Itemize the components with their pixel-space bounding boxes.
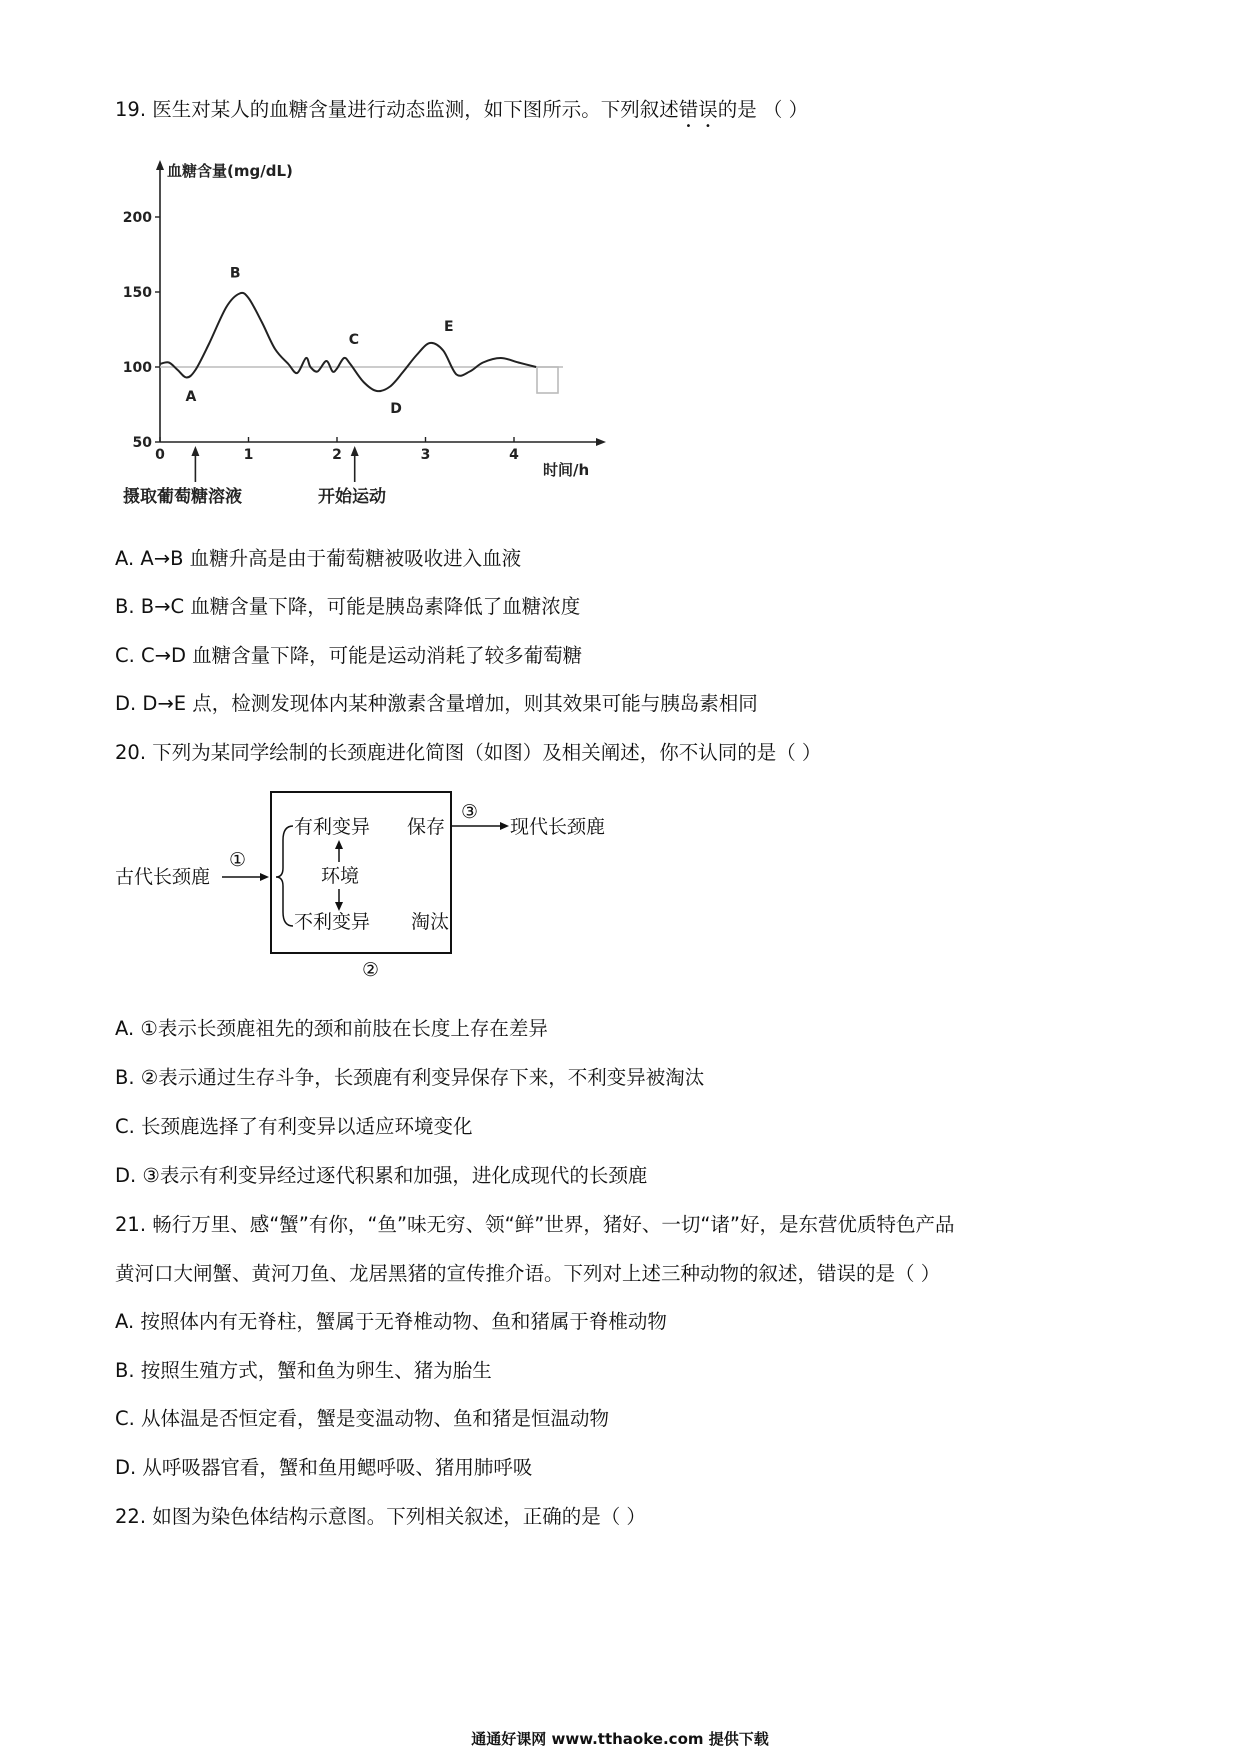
footer-source: 通通好课网 www.tthaoke.com 提供下载 (471, 1730, 769, 1748)
eliminate-label: 淘汰 (411, 911, 450, 933)
mark-3: ③ (461, 801, 479, 823)
event-arrowhead (351, 446, 359, 456)
glucose-curve (160, 293, 536, 391)
q19-stem: 19. 医生对某人的血糖含量进行动态监测，如下图所示。下列叙述错误的是 （ ） (115, 98, 809, 121)
event-annotation: 摄取葡萄糖溶液 (123, 487, 242, 507)
giraffe-evolution-diagram (115, 792, 605, 981)
y-tick-label: 100 (122, 360, 152, 376)
unfavorable-variation-label: 不利变异 (294, 911, 371, 933)
x-tick-label: 1 (243, 447, 254, 463)
arrow-1-head (260, 873, 269, 881)
q21-stem-line1: 21. 畅行万里、感“蟹”有你，“鱼”味无穷、领“鲜”世界，猪好、一切“诸”好，是东营优质特色产品 (115, 1213, 955, 1236)
point-label-d: D (390, 401, 402, 417)
q21-option-a: A. 按照体内有无脊柱，蟹属于无脊椎动物、鱼和猪属于脊椎动物 (115, 1310, 667, 1333)
preserve-label: 保存 (407, 816, 446, 838)
event-annotation: 开始运动 (318, 487, 386, 507)
point-label-e: E (443, 319, 454, 335)
x-tick-label: 4 (509, 447, 519, 463)
modern-giraffe-label: 现代长颈鹿 (510, 816, 606, 838)
ancient-giraffe-label: 古代长颈鹿 (115, 866, 211, 888)
favorable-variation-label: 有利变异 (294, 816, 371, 838)
brace (276, 826, 293, 926)
point-label-c: C (348, 332, 359, 348)
arrow-3-head (500, 822, 509, 830)
q21-option-b: B. 按照生殖方式，蟹和鱼为卵生、猪为胎生 (115, 1359, 492, 1382)
x-axis-arrowhead (596, 438, 606, 446)
q19-option-c: C. C→D 血糖含量下降，可能是运动消耗了较多葡萄糖 (115, 644, 583, 667)
x-tick-label: 2 (332, 447, 342, 463)
q21-stem-line2: 黄河口大闸蟹、黄河刀鱼、龙居黑猪的宣传推介语。下列对上述三种动物的叙述，错误的是（ ） (115, 1262, 941, 1285)
mark-1: ① (229, 849, 247, 871)
q19-option-d: D. D→E 点，检测发现体内某种激素含量增加，则其效果可能与胰岛素相同 (115, 692, 758, 715)
env-up-arrow (335, 840, 343, 849)
y-axis-arrowhead (156, 160, 164, 170)
y-axis-label: 血糖含量(mg/dL) (167, 162, 293, 180)
q21-option-d: D. 从呼吸器官看，蟹和鱼用鳃呼吸、猪用肺呼吸 (115, 1456, 533, 1479)
y-tick-label: 200 (122, 210, 152, 226)
y-tick-label: 50 (132, 435, 152, 451)
q20-option-d: D. ③表示有利变异经过逐代积累和加强，进化成现代的长颈鹿 (115, 1164, 648, 1187)
x-axis-label: 时间/h (543, 461, 590, 479)
q19-option-a: A. A→B 血糖升高是由于葡萄糖被吸收进入血液 (115, 547, 522, 570)
q20-option-c: C. 长颈鹿选择了有利变异以适应环境变化 (115, 1115, 473, 1138)
q20-option-a: A. ①表示长颈鹿祖先的颈和前肢在长度上存在差异 (115, 1017, 548, 1040)
environment-label: 环境 (321, 865, 360, 887)
q21-option-c: C. 从体温是否恒定看，蟹是变温动物、鱼和猪是恒温动物 (115, 1407, 610, 1430)
mark-2: ② (362, 959, 380, 981)
q20-option-b: B. ②表示通过生存斗争，长颈鹿有利变异保存下来，不利变异被淘汰 (115, 1066, 705, 1089)
x-tick-label: 3 (420, 447, 431, 463)
event-arrowhead (191, 446, 199, 456)
q22-stem: 22. 如图为染色体结构示意图。下列相关叙述，正确的是（ ） (115, 1505, 646, 1528)
q20-stem: 20. 下列为某同学绘制的长颈鹿进化简图（如图）及相关阐述，你不认同的是（ ） (115, 741, 822, 764)
point-label-a: A (185, 389, 197, 405)
y-tick-label: 150 (122, 285, 152, 301)
x-tick-label: 0 (155, 447, 165, 463)
selection-box (271, 792, 451, 953)
point-label-b: B (229, 265, 241, 282)
q19-option-b: B. B→C 血糖含量下降，可能是胰岛素降低了血糖浓度 (115, 595, 581, 618)
reference-box (537, 367, 558, 393)
env-down-arrow (335, 902, 343, 911)
